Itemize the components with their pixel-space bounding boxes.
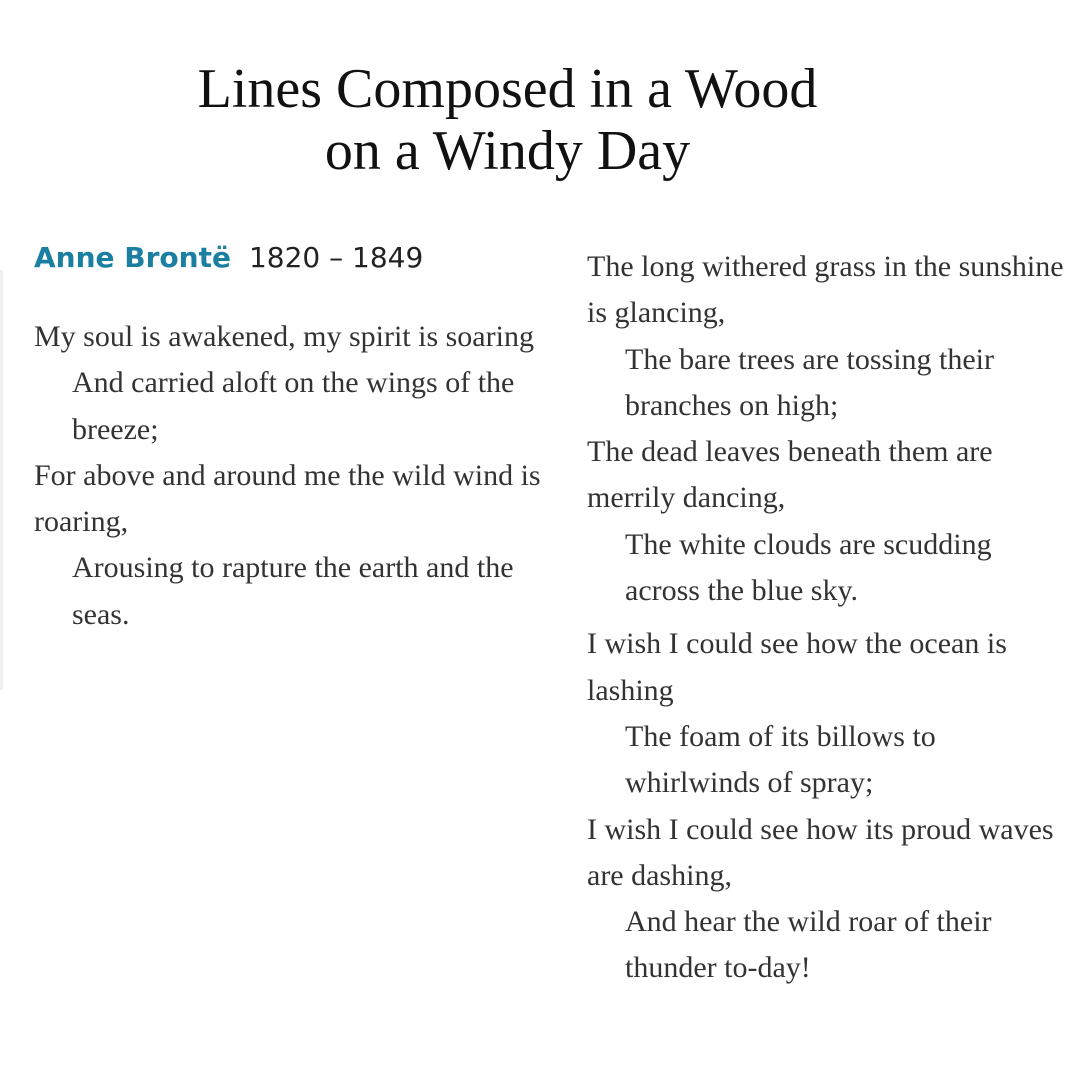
poem-line: Arousing to rapture the earth and the seas. xyxy=(72,551,514,631)
poem-line: I wish I could see how its proud waves are dashing, xyxy=(587,812,1054,892)
stanza-1 xyxy=(34,314,544,638)
poem-line: The foam of its billows to whirlwinds of spray; xyxy=(625,719,936,800)
byline xyxy=(34,238,423,278)
stanza-3 xyxy=(587,621,1072,991)
poem-line: My soul is awakened, my spirit is soaring xyxy=(34,320,534,353)
poem-line: The long withered grass in the sunshine is glancing, xyxy=(587,250,1064,330)
author-link[interactable]: Anne Brontë xyxy=(34,241,231,274)
stanza-2 xyxy=(587,244,1072,614)
left-edge-divider xyxy=(0,270,3,690)
poem-line: And carried aloft on the wings of the breeze; xyxy=(72,366,515,446)
poem-column-left xyxy=(34,314,544,638)
poem-line: The bare trees are tossing their branches on high; xyxy=(625,342,995,422)
poem-column-right xyxy=(587,244,1072,992)
author-dates: 1820 – 1849 xyxy=(248,241,424,274)
poem-line: The dead leaves beneath them are merrily dancing, xyxy=(587,435,993,515)
poem-line: And hear the wild roar of their thunder to-day! xyxy=(625,905,992,985)
poem-line: The white clouds are scudding across the blue sky. xyxy=(625,527,992,608)
poem-title-line-1: Lines Composed in a Wood xyxy=(197,58,818,120)
poem-title-line-2: on a Windy Day xyxy=(324,120,691,182)
poem-line: For above and around me the wild wind is roaring, xyxy=(34,458,541,539)
poem-line: I wish I could see how the ocean is lashing xyxy=(587,627,1007,707)
poem-title xyxy=(0,58,1015,182)
